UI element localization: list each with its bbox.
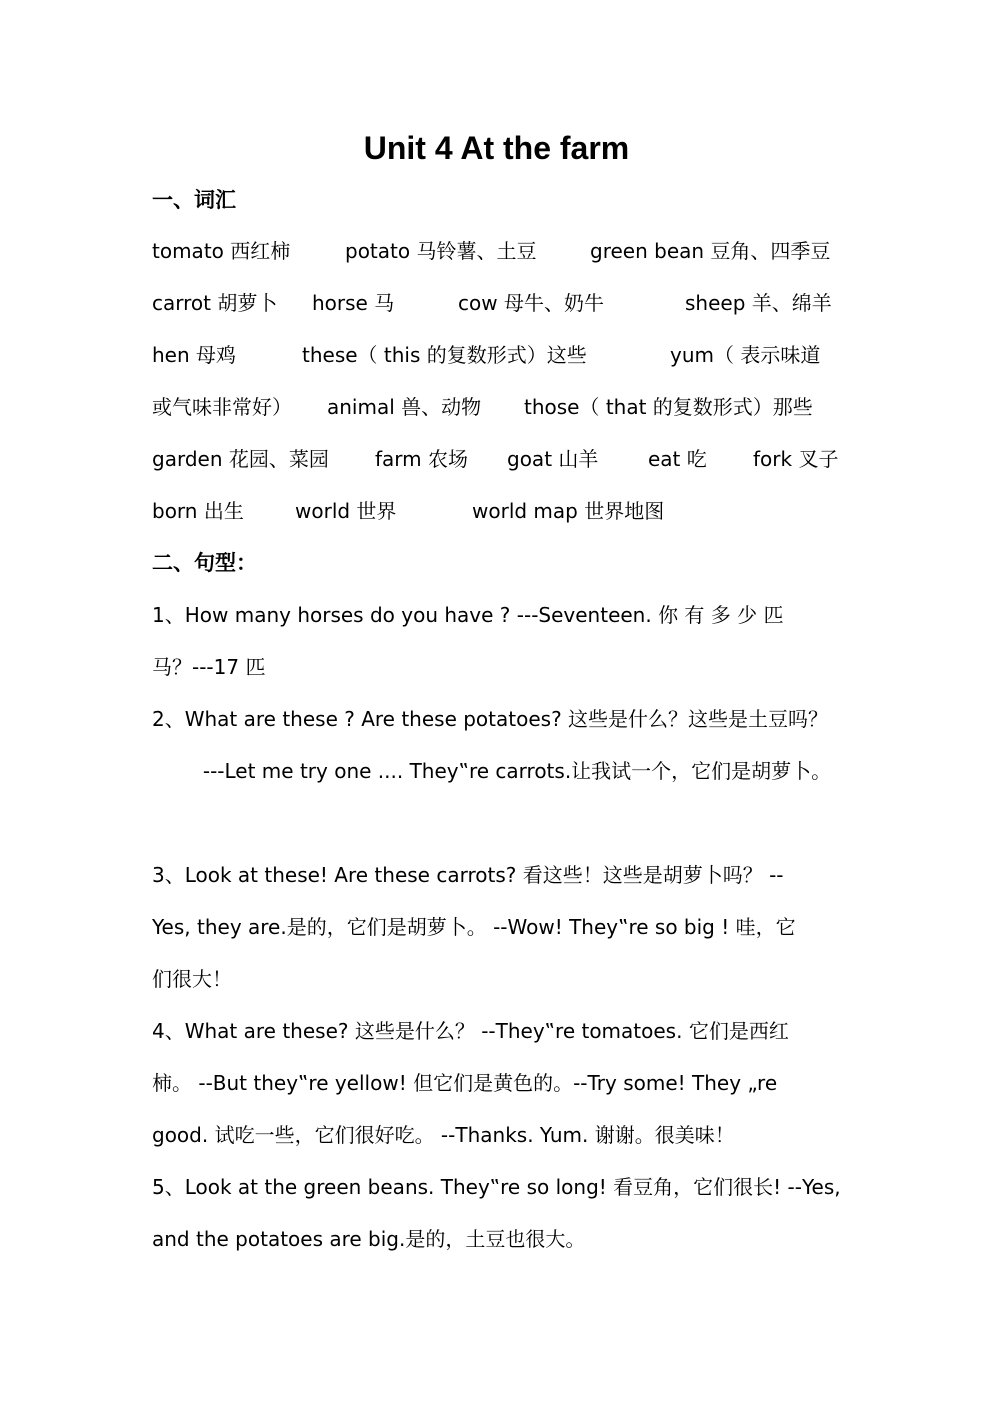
vocab-item: yum（ 表示味道	[670, 343, 821, 367]
sentence-line: 3、Look at these! Are these carrots? 看这些！这些是胡萝卜吗？ --	[152, 863, 784, 887]
sentence-heading: 二、句型：	[152, 551, 257, 575]
vocab-item: horse 马	[312, 291, 395, 315]
sentence-line: ---Let me try one .... They‟re carrots.让我试一个，它们是胡萝卜。	[152, 759, 832, 783]
vocab-item: animal 兽、动物	[327, 395, 482, 419]
sentence-line: Yes, they are.是的，它们是胡萝卜。 --Wow! They‟re so big ! 哇，它	[152, 915, 796, 939]
vocab-item: farm 农场	[375, 447, 469, 471]
sentence-line: 马？---17 匹	[152, 655, 266, 679]
page-title: Unit 4 At the farm	[363, 130, 630, 166]
vocab-item: garden 花园、菜园	[152, 447, 329, 471]
sentence-line: 2、What are these ? Are these potatoes? 这些是什么？这些是土豆吗？	[152, 707, 829, 731]
vocab-item: cow 母牛、奶牛	[458, 291, 604, 315]
sentence-line: 4、What are these? 这些是什么？ --They‟re tomatoes. 它们是西红	[152, 1019, 789, 1043]
sentence-line: 5、Look at the green beans. They‟re so long! 看豆角，它们很长! --Yes,	[152, 1175, 841, 1199]
sentence-line: good. 试吃一些，它们很好吃。 --Thanks. Yum. 谢谢。很美味！	[152, 1123, 735, 1147]
vocab-item: goat 山羊	[507, 447, 599, 471]
vocab-item: fork 叉子	[753, 447, 839, 471]
vocabulary-heading: 一、词汇	[152, 188, 236, 212]
vocab-item: these（ this 的复数形式）这些	[302, 343, 587, 367]
vocab-item: born 出生	[152, 499, 244, 523]
vocab-item: eat 吃	[648, 447, 707, 471]
vocab-item: world map 世界地图	[472, 499, 665, 523]
sentence-line: and the potatoes are big.是的，土豆也很大。	[152, 1227, 586, 1251]
vocab-item: potato 马铃薯、土豆	[345, 239, 537, 263]
sentence-line: 柿。 --But they‟re yellow! 但它们是黄色的。--Try some! They „re	[152, 1071, 778, 1095]
vocab-item: sheep 羊、绵羊	[685, 291, 832, 315]
vocab-item: tomato 西红柿	[152, 239, 291, 263]
vocab-item: green bean 豆角、四季豆	[590, 239, 831, 263]
vocab-item: carrot 胡萝卜	[152, 291, 278, 315]
vocab-item: those（ that 的复数形式）那些	[524, 395, 813, 419]
sentence-line: 1、How many horses do you have ? ---Seventeen. 你 有 多 少 匹	[152, 603, 784, 627]
sentence-line: 们很大！	[152, 967, 232, 991]
vocab-item: hen 母鸡	[152, 343, 237, 367]
vocab-item: 或气味非常好）	[152, 395, 292, 419]
vocab-item: world 世界	[295, 499, 397, 523]
